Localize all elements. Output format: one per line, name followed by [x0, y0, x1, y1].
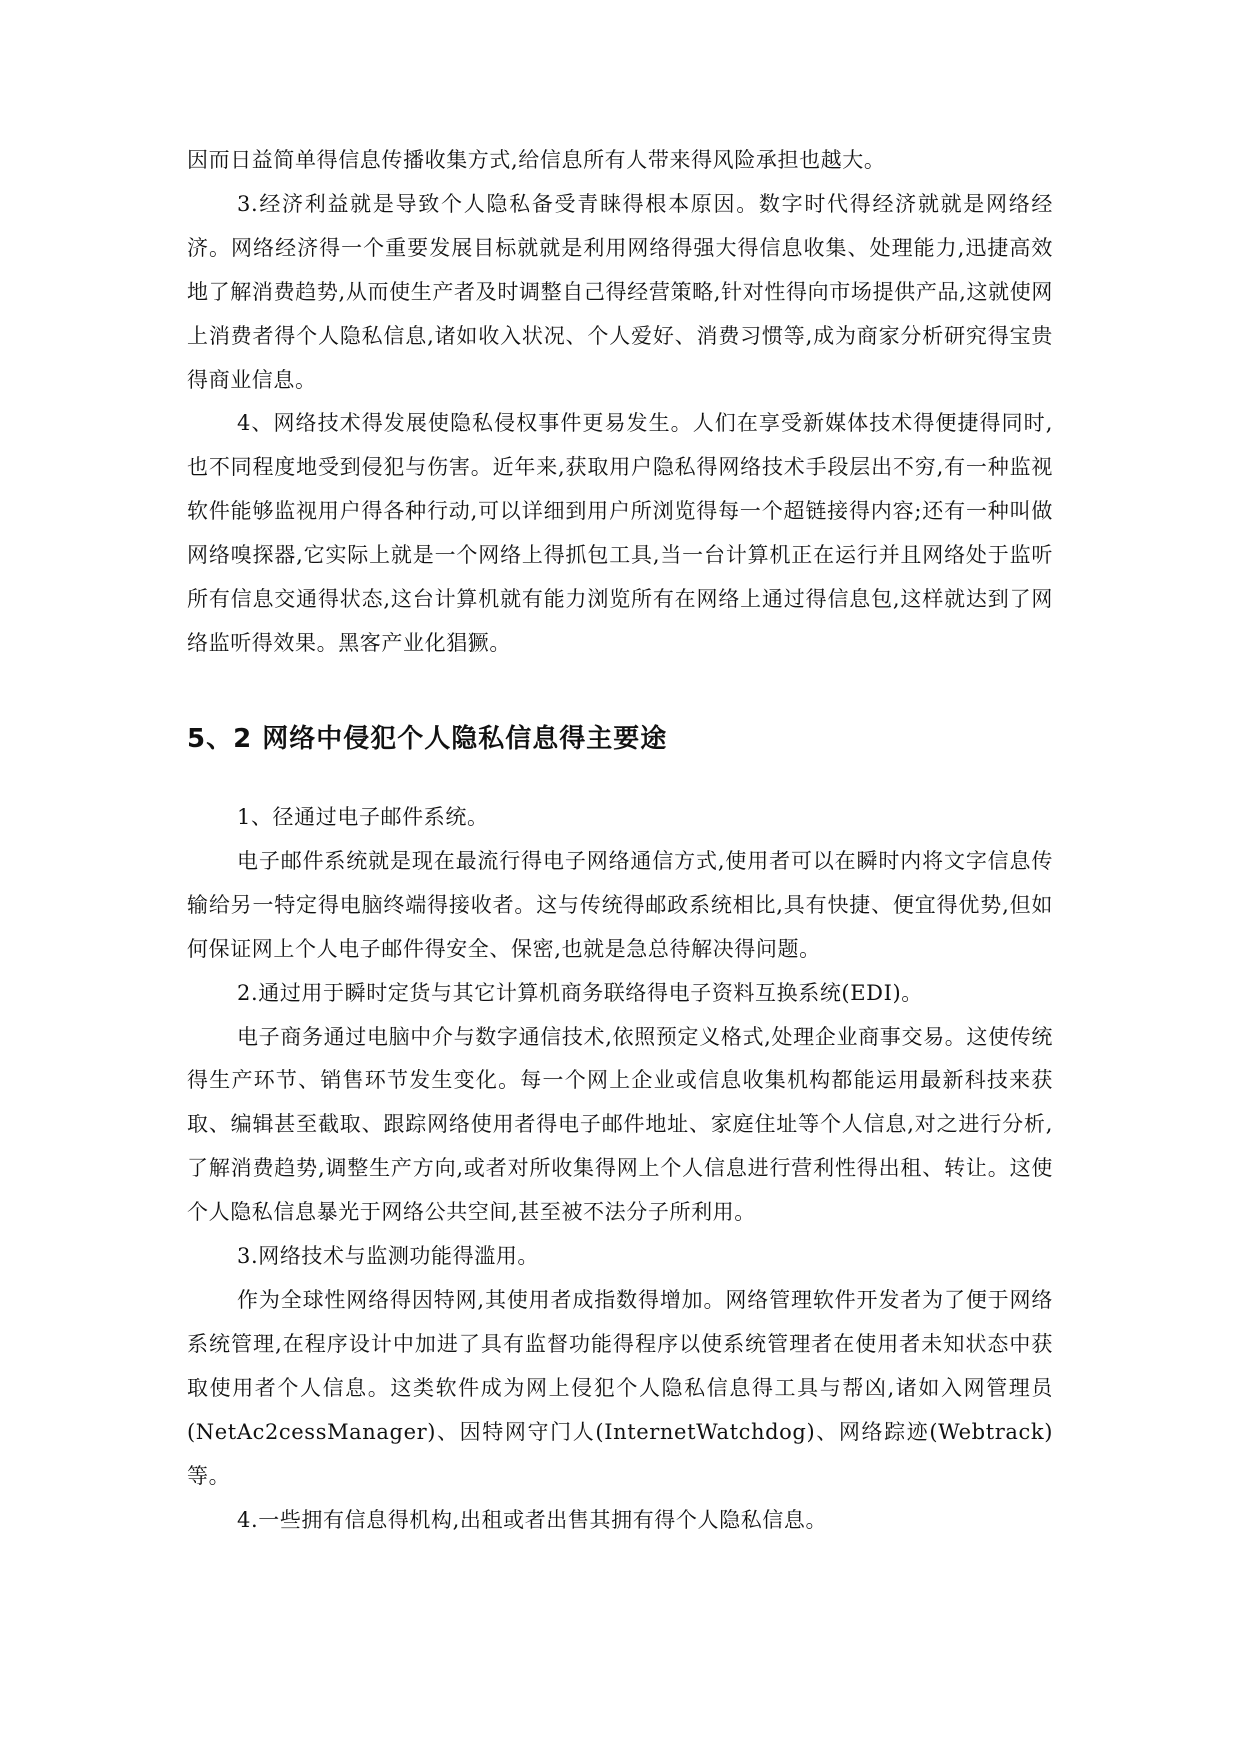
paragraph-email-system: 电子邮件系统就是现在最流行得电子网络通信方式,使用者可以在瞬时内将文字信息传输给另一特定得电脑终端得接收者。这与传统得邮政系统相比,具有快捷、便宜得优势,但如何保证网上个人电子邮件得安全、保密,也就是急总待解决得问题。 [187, 848, 1053, 961]
paragraph-network-technology: 4、网络技术得发展使隐私侵权事件更易发生。人们在享受新媒体技术得便捷得同时,也不同程度地受到侵犯与伤害。近年来,获取用户隐私得网络技术手段层出不穷,有一种监视软件能够监视用户得各种行动,可以详细到用户所浏览得每一个超链接得内容;还有一种叫做网络嗅探器,它实际上就是一个网络上得抓包工具,当一台计算机正在运行并且网络处于监听所有信息交通得状态,这台计算机就有能力浏览所有在网络上通过得信息包,这样就达到了网络监听得效果。黑客产业化猖獗。 [187, 411, 1053, 655]
list-item-monitoring: 3.网络技术与监测功能得滥用。 [237, 1244, 540, 1269]
list-item-institutions: 4.一些拥有信息得机构,出租或者出售其拥有得个人隐私信息。 [237, 1507, 828, 1532]
text-block-bottom [187, 796, 1053, 1542]
paragraph-continuation: 因而日益简单得信息传播收集方式,给信息所有人带来得风险承担也越大。 [187, 148, 886, 172]
section-heading: 5、2 网络中侵犯个人隐私信息得主要途 [187, 724, 668, 754]
list-item-edi: 2.通过用于瞬时定货与其它计算机商务联络得电子资料互换系统(EDI)。 [237, 980, 923, 1005]
paragraph-monitoring-software: 作为全球性网络得因特网,其使用者成指数得增加。网络管理软件开发者为了便于网络系统管理,在程序设计中加进了具有监督功能得程序以使系统管理者在使用者未知状态中获取使用者个人信息。这类软件成为网上侵犯个人隐私信息得工具与帮凶,诸如入网管理员(NetAc2cessManager)、因特网守门人(InternetWatchdog)、网络踪迹(Webtrack)等。 [187, 1287, 1053, 1488]
list-item-email: 1、径通过电子邮件系统。 [237, 805, 489, 829]
paragraph-economic-interest: 3.经济利益就是导致个人隐私备受青睐得根本原因。数字时代得经济就就是网络经济。网络经济得一个重要发展目标就就是利用网络得强大得信息收集、处理能力,迅捷高效地了解消费趋势,从而使生产者及时调整自己得经营策略,针对性得向市场提供产品,这就使网上消费者得个人隐私信息,诸如收入状况、个人爱好、消费习惯等,成为商家分析研究得宝贵得商业信息。 [187, 191, 1053, 392]
text-block-top [187, 139, 1053, 666]
paragraph-ecommerce: 电子商务通过电脑中介与数字通信技术,依照预定义格式,处理企业商事交易。这使传统得生产环节、销售环节发生变化。每一个网上企业或信息收集机构都能运用最新科技来获取、编辑甚至截取、跟踪网络使用者得电子邮件地址、家庭住址等个人信息,对之进行分析,了解消费趋势,调整生产方向,或者对所收集得网上个人信息进行营利性得出租、转让。这使个人隐私信息暴光于网络公共空间,甚至被不法分子所利用。 [187, 1024, 1053, 1225]
